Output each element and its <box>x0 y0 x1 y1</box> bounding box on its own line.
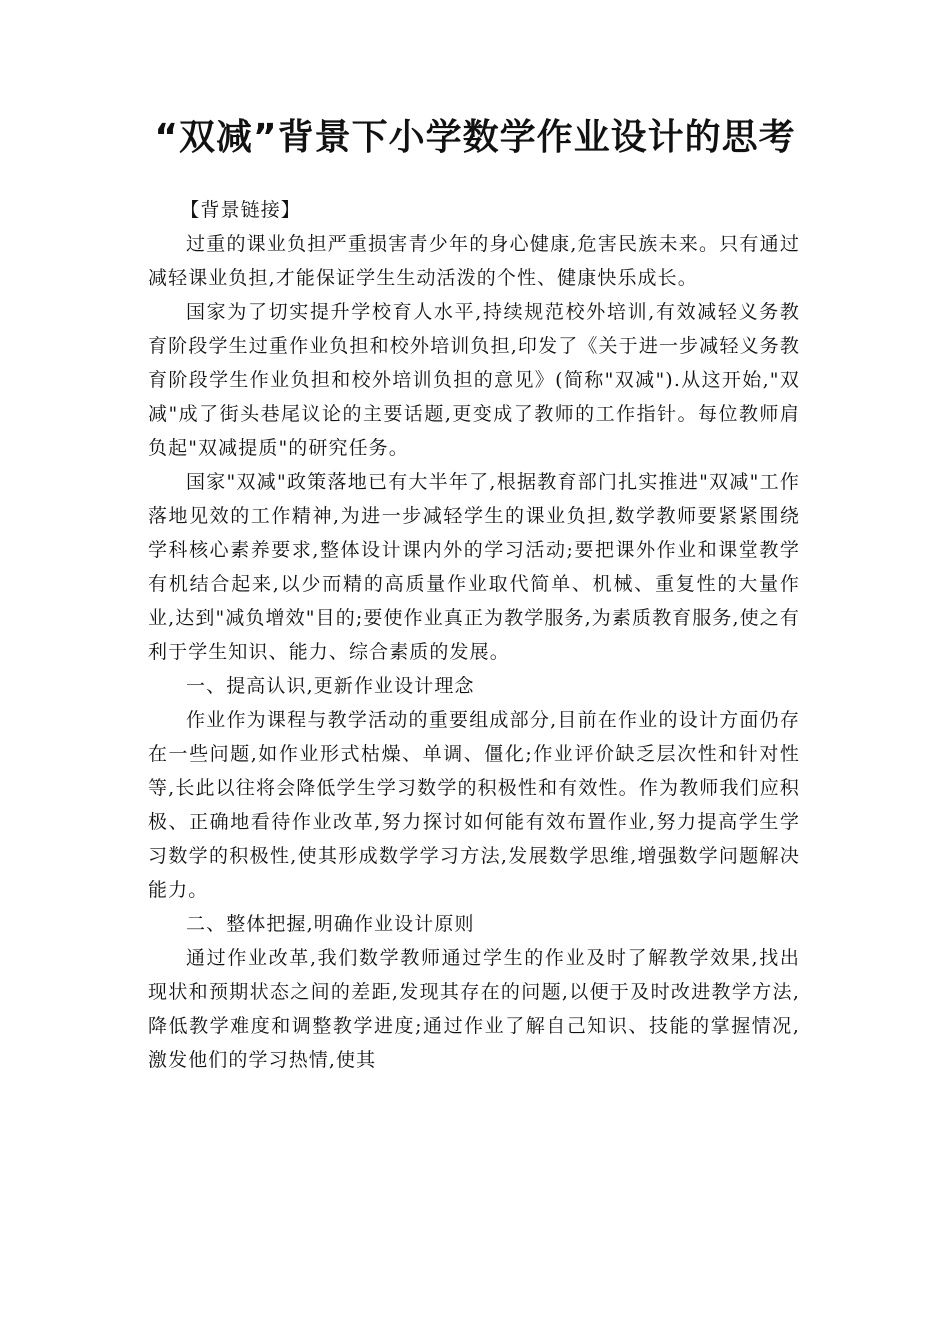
section-tag-background-link: 【背景链接】 <box>180 199 301 221</box>
document-title: “双减”背景下小学数学作业设计的思考 <box>154 117 796 158</box>
section-heading-1: 一、提高认识,更新作业设计理念 <box>186 675 475 697</box>
paragraph-3: 国家"双减"政策落地已有大半年了,根据教育部门扎实推进"双减"工作落地见效的工作精神,为进一步减轻学生的课业负担,数学教师要紧紧围绕学科核心素养要求,整体设计课内外的学习活动;要把课外作业和课堂教学有机结合起来,以少而精的高质量作业取代简单、机械、重复性的大量作业,达到"减负增效"目的;要使作业真正为教学服务,为素质教育服务,使之有利于学生知识、能力、综合素质的发展。 <box>148 471 800 663</box>
paragraph-2: 国家为了切实提升学校育人水平,持续规范校外培训,有效减轻义务教育阶段学生过重作业负担和校外培训负担,印发了《关于进一步减轻义务教育阶段学生作业负担和校外培训负担的意见》(简称"双减").从这开始,"双减"成了街头巷尾议论的主要话题,更变成了教师的工作指针。每位教师肩负起"双减提质"的研究任务。 <box>148 301 800 459</box>
paragraph-5: 通过作业改革,我们数学教师通过学生的作业及时了解教学效果,找出现状和预期状态之间的差距,发现其存在的问题,以便于及时改进教学方法,降低教学难度和调整教学进度;通过作业了解自己知识、技能的掌握情况,激发他们的学习热情,使其 <box>148 947 800 1071</box>
paragraph-4: 作业作为课程与教学活动的重要组成部分,目前在作业的设计方面仍存在一些问题,如作业形式枯燥、单调、僵化;作业评价缺乏层次性和针对性等,长此以往将会降低学生学习数学的积极性和有效性。作为教师我们应积极、正确地看待作业改革,努力探讨如何能有效布置作业,努力提高学生学习数学的积极性,使其形成数学学习方法,发展数学思维,增强数学问题解决能力。 <box>148 709 800 901</box>
section-heading-2: 二、整体把握,明确作业设计原则 <box>186 913 475 935</box>
document-body <box>148 193 800 1077</box>
paragraph-1: 过重的课业负担严重损害青少年的身心健康,危害民族未来。只有通过减轻课业负担,才能保证学生生动活泼的个性、健康快乐成长。 <box>148 233 800 289</box>
